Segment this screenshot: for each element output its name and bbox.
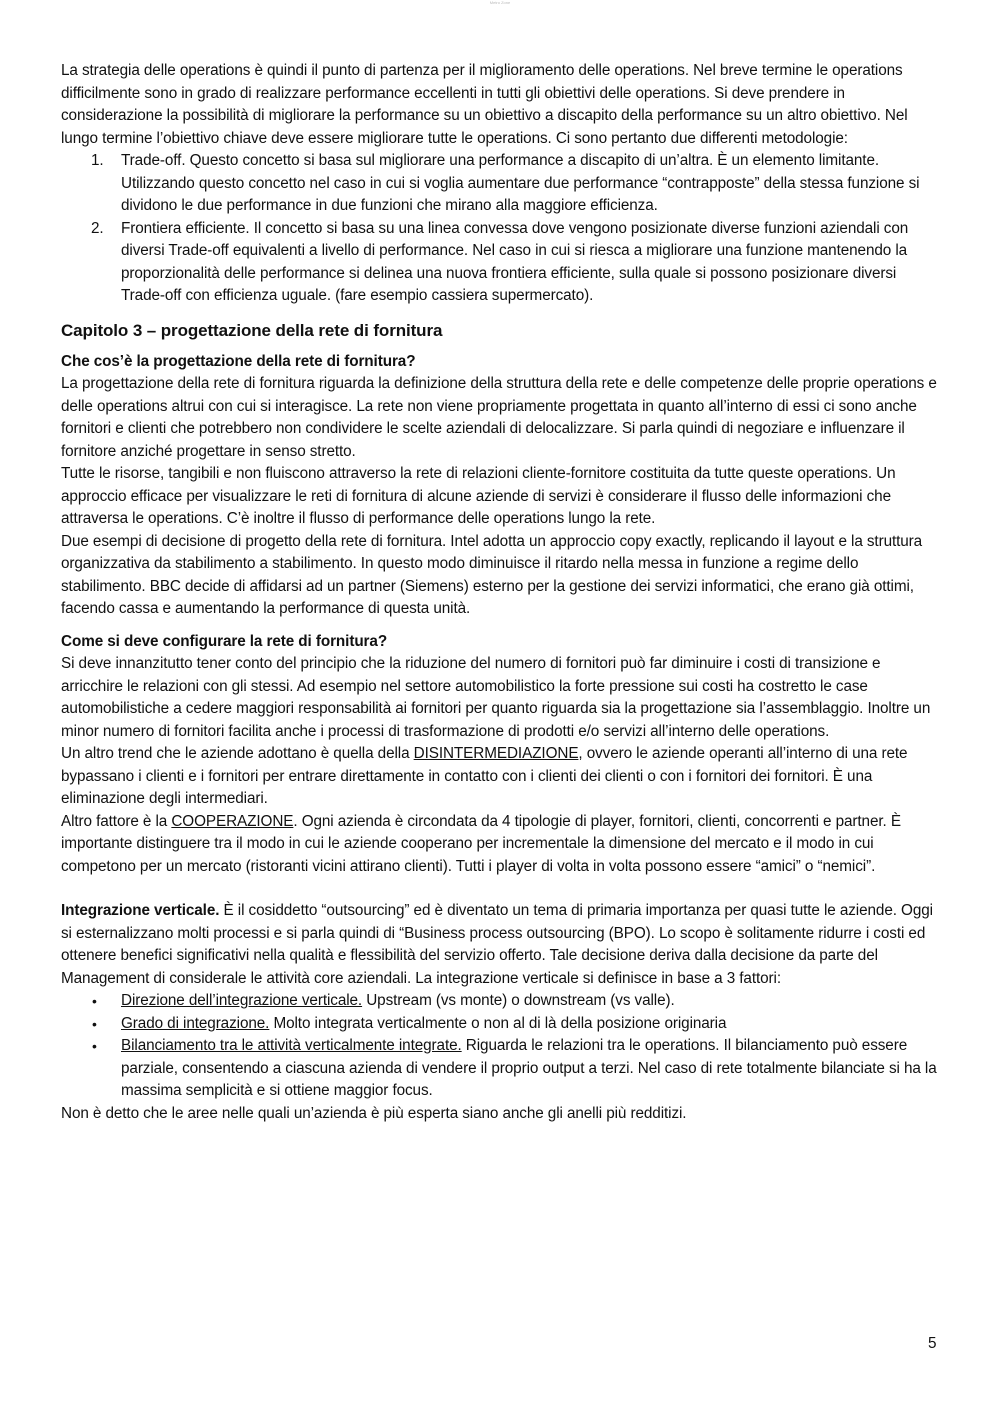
section-heading: Che cos’è la progettazione della rete di fornitura? xyxy=(61,352,416,370)
paragraph: Si deve innanzitutto tener conto del principio che la riduzione del numero di fornitori può far diminuire i costi di transizione e arricchire le relazioni con gli stessi. Ad esempio nel settore automobilistico la forte pressione sui costi ha costretto le case automobilistiche a cedere maggiori responsabilità ai fornitori per quanto riguarda sia la progettazione sia l’assemblaggio. Inoltre un minor numero di fornitori facilita anche i processi di trasformazione di prodotti e/o servizi all’interno delle operations. xyxy=(61,655,931,740)
list-text: Trade-off. Questo concetto si basa sul migliorare una performance a discapito di un’altra. È un elemento limitante. Utilizzando questo concetto nel caso in cui si voglia aumentare due performance “contrapposte” della stessa funzione si dividono le due performance in due funzioni che mirano alla maggiore efficienza. xyxy=(121,152,920,214)
text-run: Altro fattore è la xyxy=(61,812,172,830)
list-text: Upstream (vs monte) o downstream (vs valle). xyxy=(362,992,675,1009)
text-run: Un altro trend che le aziende adottano è quella della xyxy=(61,745,414,762)
text-run: È il cosiddetto “outsourcing” ed è diventato un tema di primaria importanza per quasi tutte le aziende. Oggi si esternalizzano molti processi e si parla quindi di “Business process outsourcing (BPO). Lo scopo è solitamente ridurre i costi ed ottenere benefici significativi nella qualità e flessibilità del servizio offerto. Tale decisione deriva dalla decisione da parte del Management di considerale le attività core aziendali. La integrazione verticale si definisce in base a 3 fattori: xyxy=(61,902,933,987)
page-number: 5 xyxy=(928,1335,937,1352)
closing-paragraph: Non è detto che le aree nelle quali un’azienda è più esperta siano anche gli anelli più redditizi. xyxy=(61,1104,687,1122)
page-content xyxy=(61,60,941,1125)
bold-lead: Integrazione verticale. xyxy=(61,902,220,919)
list-item xyxy=(61,150,941,218)
header-mark: Metro Zone xyxy=(489,0,511,5)
list-text: Frontiera efficiente. Il concetto si basa su una linea convessa dove vengono posizionate diverse funzioni aziendali con diversi Trade-off equivalenti a livello di performance. Nel caso in cui si riesca a migliorare una funzione mantenendo la proporzionalità delle performance si delinea una nuova frontiera efficiente, sulla quale si possono posizionare diversi Trade-off con efficienza uguale. (fare esempio cassiera supermercato). xyxy=(121,219,909,304)
spacer xyxy=(61,621,941,631)
bullet-icon: • xyxy=(92,1038,97,1054)
underlined-term: Direzione dell’integrazione verticale. xyxy=(121,992,363,1009)
paragraph: La progettazione della rete di fornitura riguarda la definizione della struttura della rete e delle competenze delle proprie operations e delle operations altrui con cui si interagisce. La rete non viene propriamente progettata in quanto all’interno di essi ci sono anche fornitori e clienti che potrebbero non condividere le scelte aziendali di delocalizzare. Si parla quindi di negoziare e influenzare il fornitore anziché progettare in senso stretto. xyxy=(61,375,937,460)
factors-list xyxy=(61,990,941,1103)
paragraph: Due esempi di decisione di progetto della rete di fornitura. Intel adotta un approccio copy exactly, replicando il layout e la struttura organizzativa da stabilimento a stabilimento. In questo modo diminuisce il ritardo nella messa in funzione a regime dello stabilimento. BBC decide di affidarsi ad un partner (Siemens) esterno per la gestione dei servizi informatici, che erano già ottimi, facendo cassa e aumentando la performance di questa unità. xyxy=(61,532,923,617)
underlined-term: COOPERAZIONE xyxy=(171,812,294,830)
chapter-title: Capitolo 3 – progettazione della rete di fornitura xyxy=(61,320,443,340)
list-number: 1. xyxy=(91,152,104,169)
list-text: Molto integrata verticalmente o non al di là della posizione originaria xyxy=(269,1014,727,1032)
spacer xyxy=(61,878,941,900)
bullet-icon: • xyxy=(92,993,97,1009)
underlined-term: Bilanciamento tra le attività verticalmente integrate. xyxy=(121,1037,462,1054)
methods-list xyxy=(61,150,941,308)
list-number: 2. xyxy=(91,219,104,237)
text-run: , ovvero le aziende operanti all’interno di una rete bypassano i clienti e i fornitori per entrare direttamente in contatto con i clienti dei clienti o con i fornitori dei fornitori. È una eliminazione degli intermediari. xyxy=(61,745,908,807)
paragraph xyxy=(61,811,941,879)
list-text: Riguarda le relazioni tra le operations. Il bilanciamento può essere parziale, consentendo a ciascuna azienda di vendere il proprio output a terzi. Nel caso di rete totalmente bilanciate si ha la massima semplicità e si ottiene maggior focus. xyxy=(121,1037,937,1099)
section-heading: Come si deve configurare la rete di fornitura? xyxy=(61,632,388,650)
paragraph xyxy=(61,743,941,811)
list-item xyxy=(61,1013,941,1036)
underlined-term: Grado di integrazione. xyxy=(121,1014,270,1032)
paragraph: Tutte le risorse, tangibili e non fluiscono attraverso la rete di relazioni cliente-fornitore costituita da tutte queste operations. Un approccio efficace per visualizzare le reti di fornitura di alcune aziende di servizi è considerare il flusso delle informazioni che attraversa le operations. C’è inoltre il flusso di performance delle operations lungo la rete. xyxy=(61,465,896,527)
list-item xyxy=(61,218,941,308)
text-run: . Ogni azienda è circondata da 4 tipologie di player, fornitori, clienti, concorrenti e partner. È importante distinguere tra il modo in cui le aziende cooperano per incrementale la dimensione del mercato e il modo in cui competono per un mercato (ristoranti vicini attirano clienti). Tutti i player di volta in volta possono essere “amici” o “nemici”. xyxy=(61,812,901,875)
list-item xyxy=(61,1035,941,1103)
intro-paragraph: La strategia delle operations è quindi il punto di partenza per il miglioramento delle operations. Nel breve termine le operations difficilmente sono in grado di realizzare performance eccellenti in tutti gli obiettivi delle operations. Si deve prendere in considerazione la possibilità di migliorare la performance su un obiettivo a discapito della performance su un altro obiettivo. Nel lungo termine l’obiettivo chiave deve essere migliorare tutte le operations. Ci sono pertanto due differenti metodologie: xyxy=(61,62,908,147)
underlined-term: DISINTERMEDIAZIONE xyxy=(413,745,579,762)
paragraph xyxy=(61,900,941,990)
list-item xyxy=(61,990,941,1013)
bullet-icon: • xyxy=(92,1015,97,1032)
